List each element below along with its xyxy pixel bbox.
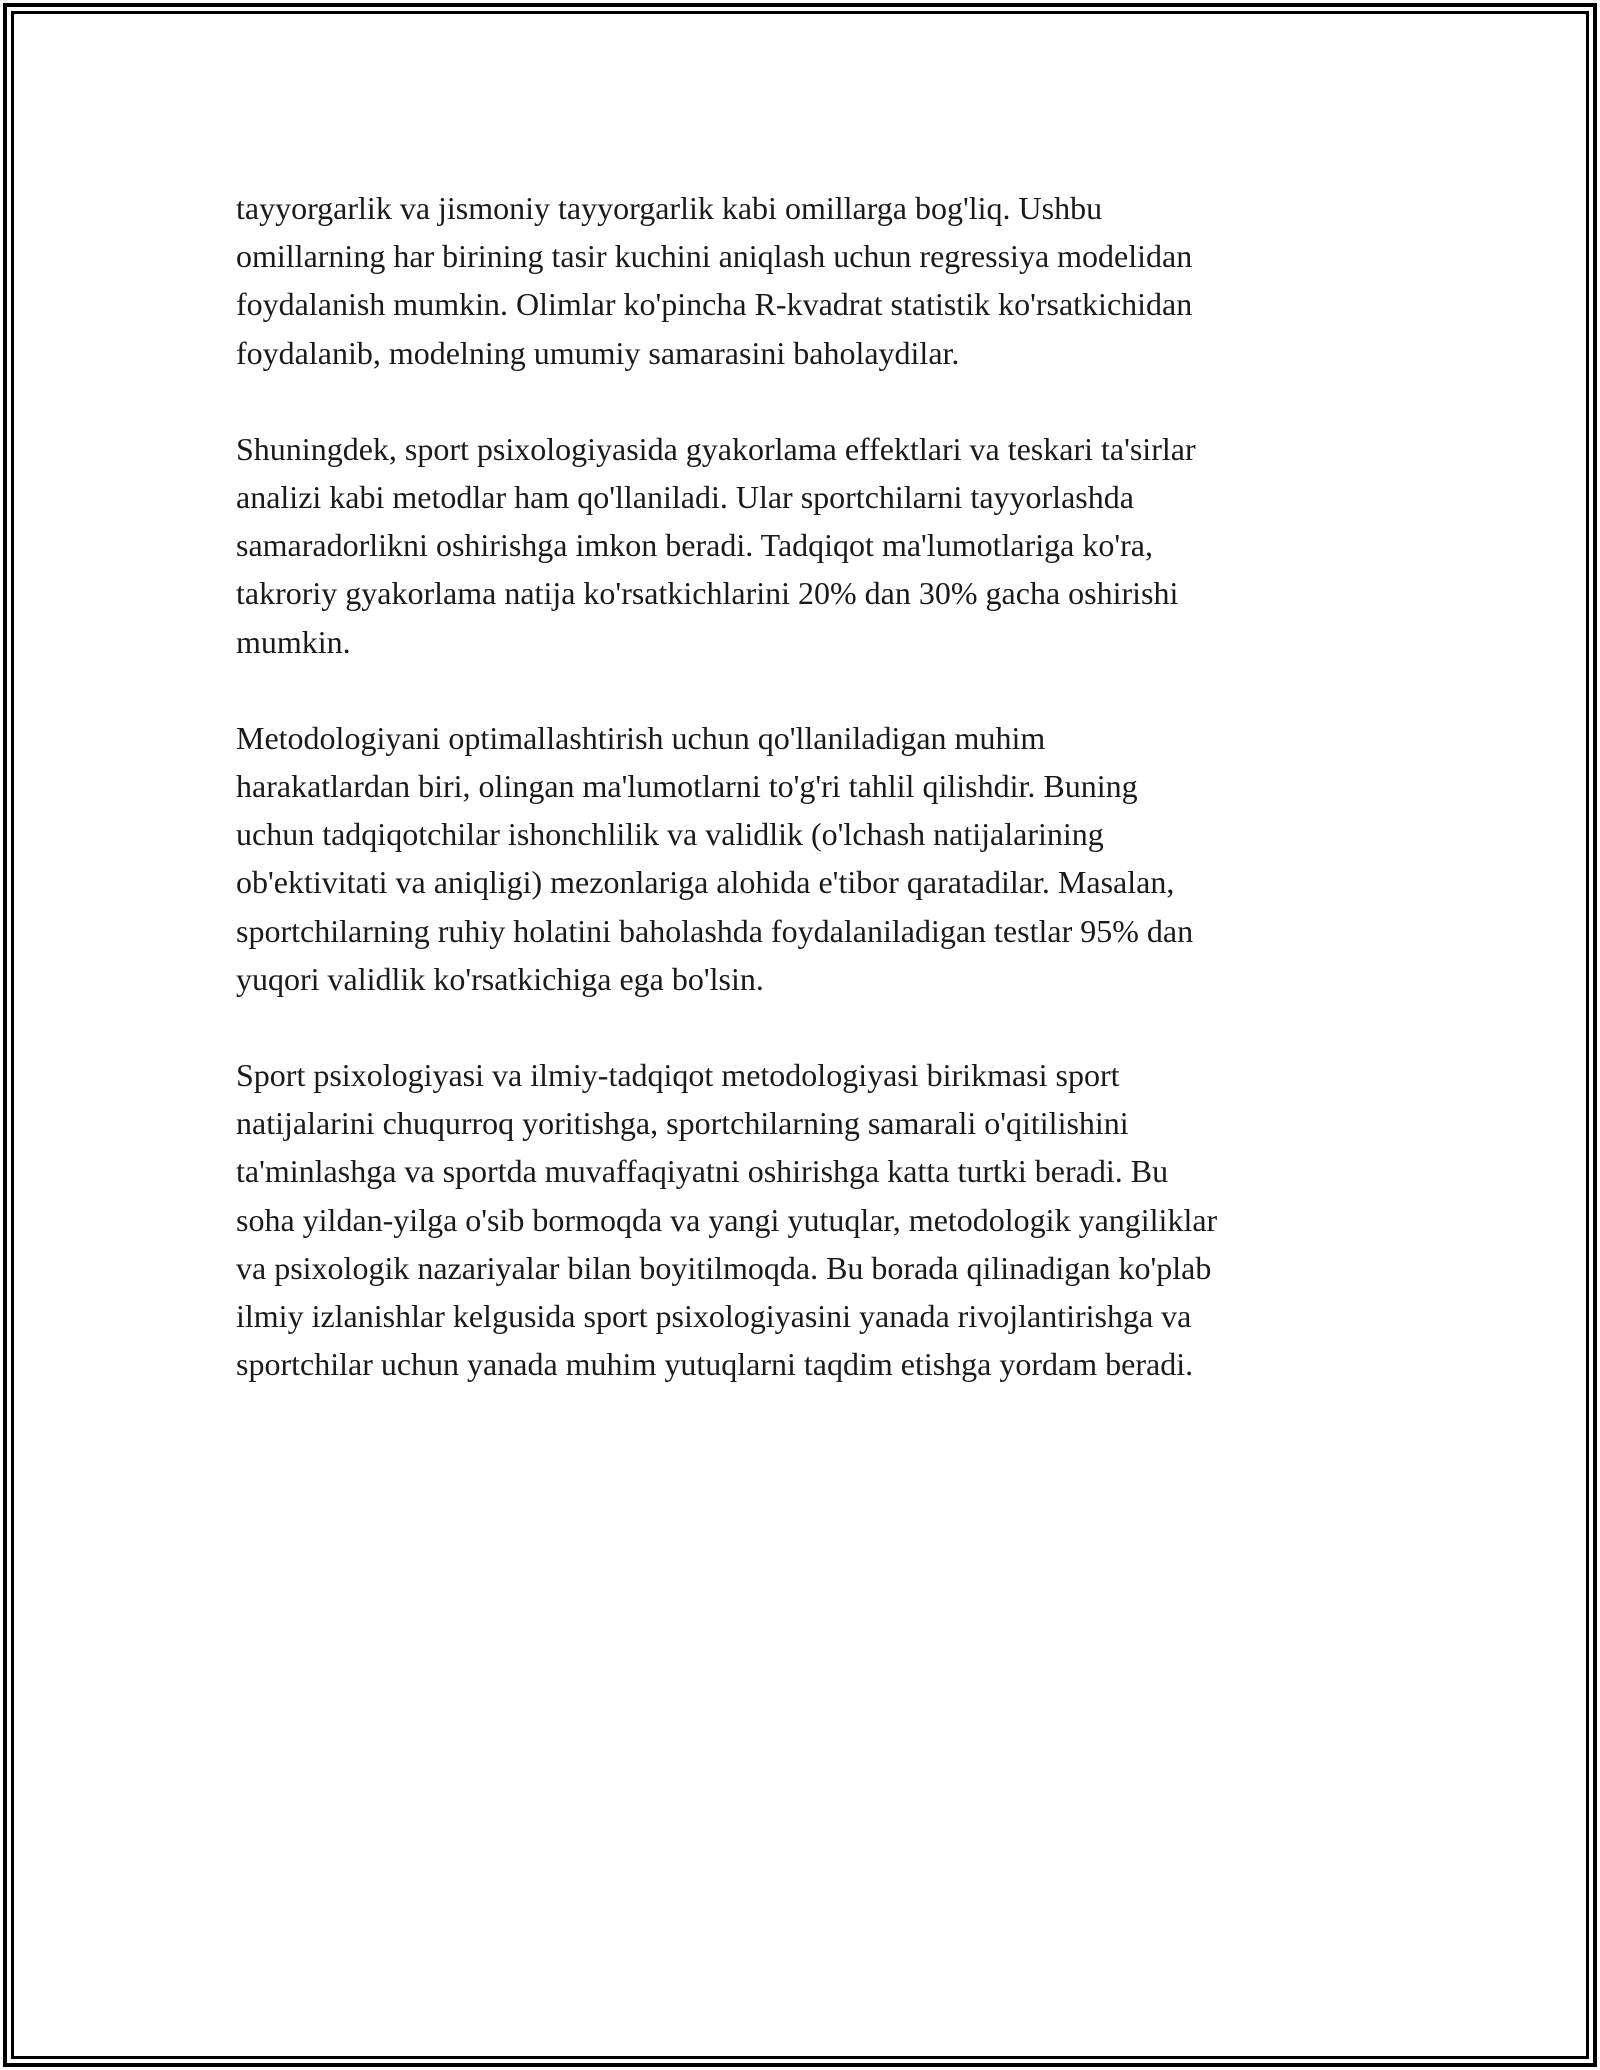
paragraph-line: foydalanish mumkin. Olimlar ko'pincha R-kvadrat statistik ko'rsatkichidan [236,286,1193,323]
paragraph-line: va psixologik nazariyalar bilan boyitilmoqda. Bu borada qilinadigan ko'plab [236,1249,1212,1286]
paragraph-line: yuqori validlik ko'rsatkichiga ega bo'lsin. [236,960,764,997]
paragraph-line: omillarning har birining tasir kuchini aniqlash uchun regressiya modelidan [236,238,1193,275]
paragraph-3 [236,714,1376,1003]
paragraph-line: takroriy gyakorlama natija ko'rsatkichlarini 20% dan 30% gacha oshirishi [236,575,1179,612]
paragraph-line: Metodologiyani optimallashtirish uchun qo'llaniladigan muhim [236,719,1046,756]
paragraph-line: natijalarini chuqurroq yoritishga, sportchilarning samarali o'qitilishini [236,1105,1129,1142]
paragraph-line: mumkin. [236,623,351,660]
paragraph-line: sportchilar uchun yanada muhim yutuqlarni taqdim etishga yordam beradi. [236,1346,1194,1383]
paragraph-line: ta'minlashga va sportda muvaffaqiyatni oshirishga katta turtki beradi. Bu [236,1153,1169,1190]
paragraph-1 [236,184,1376,377]
paragraph-line: uchun tadqiqotchilar ishonchlilik va validlik (o'lchash natijalarining [236,816,1104,853]
paragraph-line: foydalanib, modelning umumiy samarasini baholaydilar. [236,334,960,371]
paragraph-line: Sport psixologiyasi va ilmiy-tadqiqot metodologiyasi birikmasi sport [236,1057,1120,1094]
paragraph-line: ob'ektivitati va aniqligi) mezonlariga alohida e'tibor qaratadilar. Masalan, [236,864,1175,901]
paragraph-4 [236,1051,1376,1388]
paragraph-line: ilmiy izlanishlar kelgusida sport psixologiyasini yanada rivojlantirishga va [236,1298,1192,1335]
paragraph-line: harakatlardan biri, olingan ma'lumotlarni to'g'ri tahlil qilishdir. Buning [236,768,1138,805]
document-body [236,184,1376,1436]
paragraph-line: Shuningdek, sport psixologiyasida gyakorlama effektlari va teskari ta'sirlar [236,430,1196,467]
paragraph-line: tayyorgarlik va jismoniy tayyorgarlik kabi omillarga bog'liq. Ushbu [236,190,1103,226]
paragraph-2 [236,425,1376,666]
paragraph-line: analizi kabi metodlar ham qo'llaniladi. Ular sportchilarni tayyorlashda [236,479,1134,516]
paragraph-line: sportchilarning ruhiy holatini baholashda foydalaniladigan testlar 95% dan [236,912,1194,949]
paragraph-line: soha yildan-yilga o'sib bormoqda va yangi yutuqlar, metodologik yangiliklar [236,1201,1218,1238]
paragraph-line: samaradorlikni oshirishga imkon beradi. Tadqiqot ma'lumotlariga ko'ra, [236,527,1153,564]
